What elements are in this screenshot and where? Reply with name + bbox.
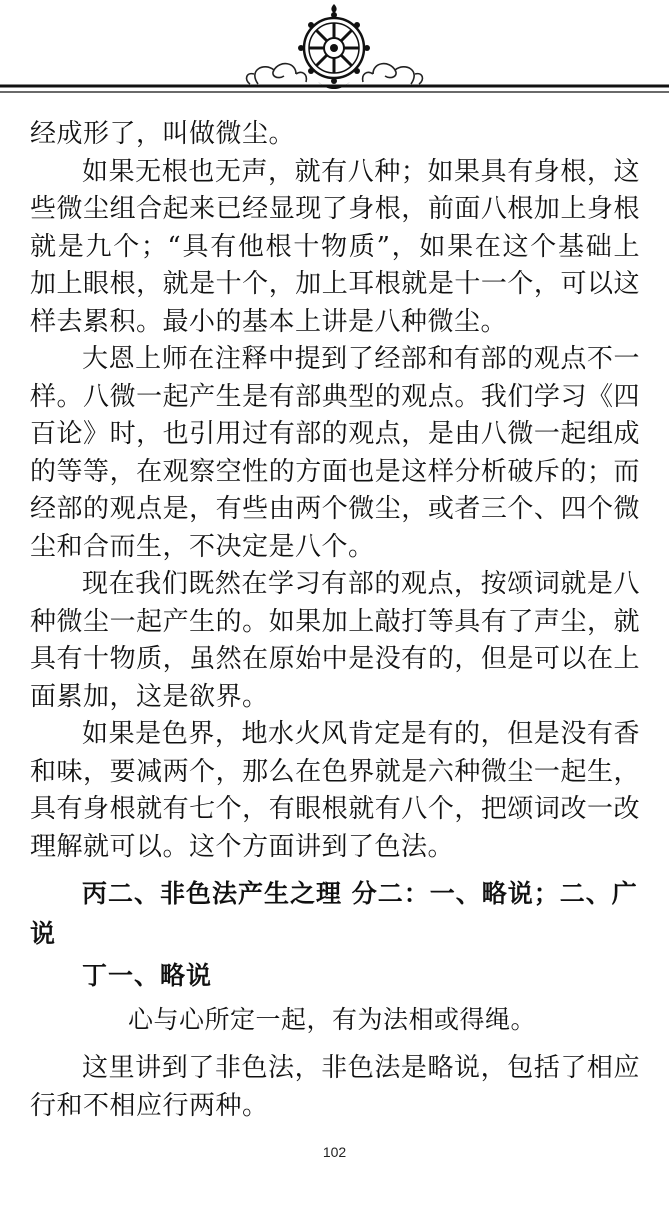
paragraph-6: 这里讲到了非色法，非色法是略说，包括了相应行和不相应行两种。 — [30, 1053, 640, 1121]
paragraph-2: 如果无根也无声，就有八种；如果具有身根，这些微尘组合起来已经显现了身根，前面八根加上身根就是九个；“具有他根十物质”，如果在这个基础上加上眼根，就是十个，加上耳根就是十一个，可以这样去累积。最小的基本上讲是八种微尘。 — [30, 156, 640, 337]
dharma-wheel-icon — [0, 0, 669, 100]
section-heading: 丙二、非色法产生之理 分二：一、略说；二、广说 — [30, 879, 638, 948]
page-body — [30, 116, 640, 1125]
paragraph-5: 如果是色界，地水火风肯定是有的，但是没有香和味，要减两个，那么在色界就是六种微尘一起生，具有身根就有七个，有眼根就有八个，把颂词改一改理解就可以。这个方面讲到了色法。 — [30, 719, 640, 862]
paragraph-4: 现在我们既然在学习有部的观点，按颂词就是八种微尘一起产生的。如果加上敲打等具有了声尘，就具有十物质，虽然在原始中是没有的，但是可以在上面累加，这是欲界。 — [30, 569, 640, 712]
paragraph-3: 大恩上师在注释中提到了经部和有部的观点不一样。八微一起产生是有部典型的观点。我们学习《四百论》时，也引用过有部的观点，是由八微一起组成的等等，在观察空性的方面也是这样分析破斥的；而经部的观点是，有些由两个微尘，或者三个、四个微尘和合而生，不决定是八个。 — [30, 344, 640, 562]
page-header-ornament — [0, 0, 669, 100]
paragraph-1: 经成形了，叫做微尘。 — [30, 119, 296, 149]
page-number: 102 — [322, 1144, 347, 1160]
verse-text: 心与心所定一起，有为法相或得绳。 — [128, 1005, 537, 1034]
subsection-heading: 丁一、略说 — [82, 961, 213, 990]
